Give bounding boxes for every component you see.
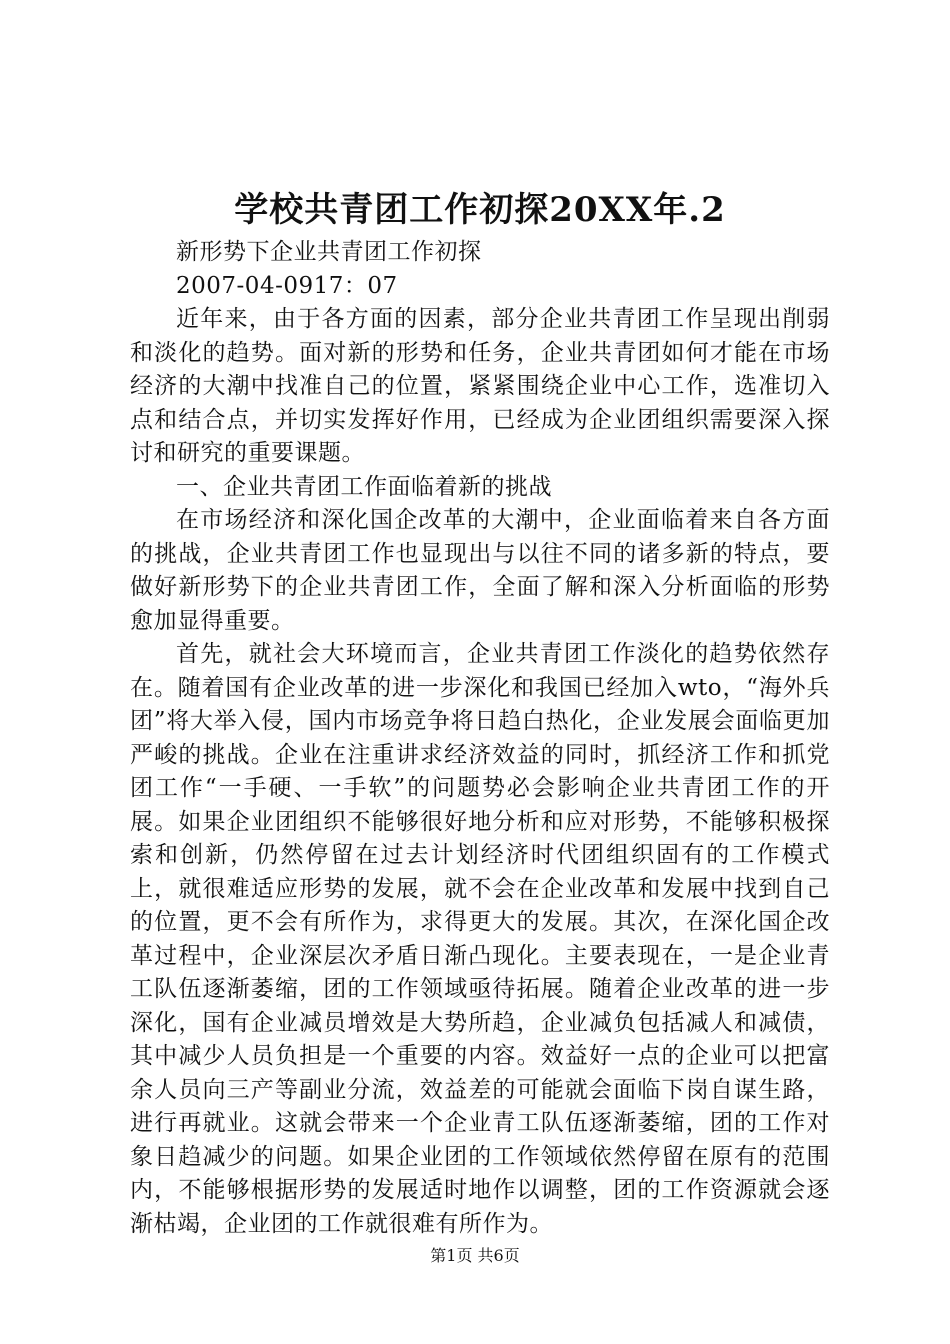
section-heading: 一、企业共青团工作面临着新的挑战 <box>176 473 552 500</box>
document-title: 学校共青团工作初探20XX年.2 <box>234 190 726 230</box>
timestamp-paragraph: 2007-04-0917：07 <box>176 272 398 299</box>
body-paragraph: 近年来，由于各方面的因素，部分企业共青团工作呈现出削弱和淡化的趋势。面对新的形势和任务，企业共青团如何才能在市场经济的大潮中找准自己的位置，紧紧围绕企业中心工作，选准切入点和结合点，并切实发挥好作用，已经成为企业团组织需要深入探讨和研究的重要课题。 <box>130 306 830 466</box>
document-body <box>130 236 830 1241</box>
body-paragraph: 在市场经济和深化国企改革的大潮中，企业面临着来自各方面的挑战，企业共青团工作也显现出与以往不同的诸多新的特点，要做好新形势下的企业共青团工作，全面了解和深入分析面临的形势愈加显得重要。 <box>130 507 830 634</box>
body-paragraph: 首先，就社会大环境而言，企业共青团工作淡化的趋势依然存在。随着国有企业改革的进一步深化和我国已经加入wto，“海外兵团”将大举入侵，国内市场竞争将日趋白热化，企业发展会面临更加严峻的挑战。企业在注重讲求经济效益的同时，抓经济工作和抓党团工作“一手硬、一手软”的问题势必会影响企业共青团工作的开展。如果企业团组织不能够很好地分析和应对形势，不能够积极探索和创新，仍然停留在过去计划经济时代团组织固有的工作模式上，就很难适应形势的发展，就不会在企业改革和发展中找到自己的位置，更不会有所作为，求得更大的发展。其次，在深化国企改革过程中，企业深层次矛盾日渐凸现化。主要表现在，一是企业青工队伍逐渐萎缩，团的工作领域亟待拓展。随着企业改革的进一步深化，国有企业减员增效是大势所趋，企业减负包括减人和减债，其中减少人员负担是一个重要的内容。效益好一点的企业可以把富余人员向三产等副业分流，效益差的可能就会面临下岗自谋生路，进行再就业。这就会带来一个企业青工队伍逐渐萎缩，团的工作对象日趋减少的问题。如果企业团的工作领域依然停留在原有的范围内，不能够根据形势的发展适时地作以调整，团的工作资源就会逐渐枯竭，企业团的工作就很难有所作为。 <box>130 641 830 1237</box>
page-footer: 第1页 共6页 <box>430 1246 520 1265</box>
subtitle-paragraph: 新形势下企业共青团工作初探 <box>176 239 482 265</box>
